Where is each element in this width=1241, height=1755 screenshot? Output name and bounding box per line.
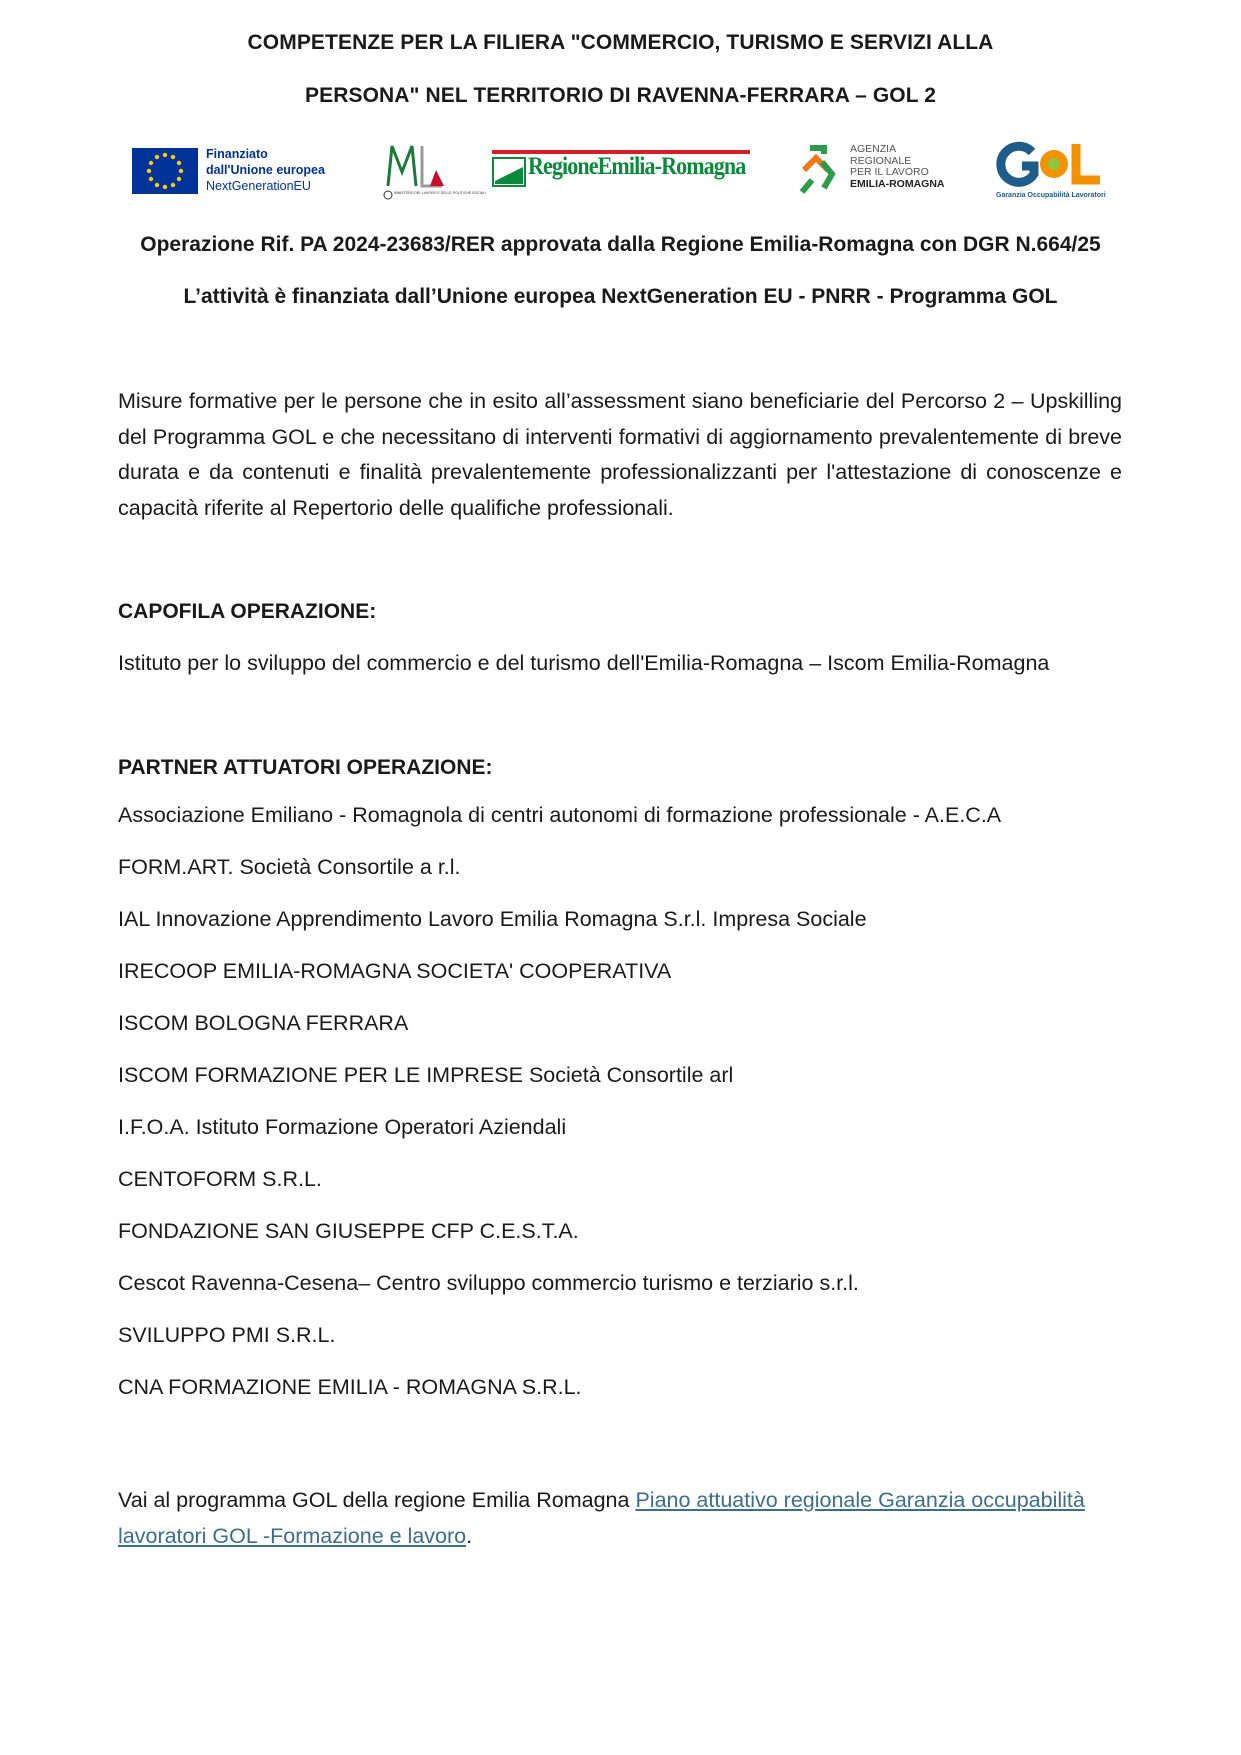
region-logo-text: RegioneEmilia-Romagna [528, 153, 746, 180]
partners-list [118, 802, 1001, 1426]
gol-logo [996, 140, 1106, 206]
agency-text-4: EMILIA-ROMAGNA [850, 177, 945, 190]
gol-caption: Garanzia Occupabilità Lavoratori [996, 192, 1106, 199]
partner-item: SVILUPPO PMI S.R.L. [118, 1323, 336, 1347]
partner-item: CNA FORMAZIONE EMILIA - ROMAGNA S.R.L. [118, 1375, 582, 1399]
lead-organization: Istituto per lo sviluppo del commercio e del turismo dell'Emilia-Romagna – Iscom Emilia-Romagna [118, 651, 1050, 675]
gol-program-link[interactable]: Piano attuativo regionale Garanzia occupabilità lavoratori GOL -Formazione e lavoro [118, 1488, 1085, 1548]
footer-prefix: Vai al programma GOL della regione Emilia Romagna [118, 1488, 636, 1512]
partner-item: ISCOM FORMAZIONE PER LE IMPRESE Società Consortile arl [118, 1063, 734, 1087]
partners-heading: PARTNER ATTUATORI OPERAZIONE: [118, 756, 493, 779]
partner-item: Cescot Ravenna-Cesena– Centro sviluppo commercio turismo e terziario s.r.l. [118, 1271, 859, 1295]
partner-item: IAL Innovazione Apprendimento Lavoro Emilia Romagna S.r.l. Impresa Sociale [118, 907, 867, 931]
region-emblem-icon [492, 157, 526, 189]
eu-logo-text-3: NextGenerationEU [206, 179, 311, 193]
document-title-line-2: PERSONA" NEL TERRITORIO DI RAVENNA-FERRARA – GOL 2 [304, 84, 937, 107]
agency-text-3: PER IL LAVORO [850, 166, 929, 178]
footer-suffix: . [466, 1524, 473, 1548]
operation-reference: Operazione Rif. PA 2024-23683/RER approvata dalla Regione Emilia-Romagna con DGR N.664/25 [140, 233, 1101, 256]
eu-funding-logo [130, 140, 340, 206]
region-logo [492, 140, 752, 206]
ministry-logo [378, 140, 486, 206]
partner-item: CENTOFORM S.R.L. [118, 1167, 322, 1191]
eu-logo-text-2: dall'Unione europea [206, 163, 325, 177]
gol-mark-icon [996, 140, 1106, 190]
document-title-line-1: COMPETENZE PER LA FILIERA "COMMERCIO, TURISMO E SERVIZI ALLA [247, 31, 994, 54]
partner-item: I.F.O.A. Istituto Formazione Operatori Aziendali [118, 1115, 567, 1139]
lead-heading: CAPOFILA OPERAZIONE: [118, 600, 377, 623]
ministry-logo-text: MINISTERO DEL LAVORO E DELLE POLITICHE SOCIALI [394, 191, 486, 195]
agency-runner-icon [798, 140, 848, 200]
partner-item: IRECOOP EMILIA-ROMAGNA SOCIETA' COOPERATIVA [118, 959, 672, 983]
partner-item: ISCOM BOLOGNA FERRARA [118, 1011, 409, 1035]
eu-logo-text-1: Finanziato [206, 147, 268, 161]
description-paragraph: Misure formative per le persone che in esito all’assessment siano beneficiarie del Percorso 2 – Upskilling del Programma GOL e che necessitano di interventi formativi di aggiornamento prevalentemente di breve durata e da contenuti e finalità prevalentemente professionalizzanti per l'attestazione di conoscenze e capacità riferite al Repertorio delle qualifiche professionali. [118, 389, 1122, 520]
partner-item: FORM.ART. Società Consortile a r.l. [118, 855, 461, 879]
ministry-ml-icon [378, 140, 486, 206]
partner-item: Associazione Emiliano - Romagnola di centri autonomi di formazione professionale - A.E.C.A [118, 803, 1002, 827]
funding-statement: L’attività è finanziata dall’Unione europea NextGeneration EU - PNRR - Programma GOL [183, 285, 1058, 308]
agency-logo [798, 140, 958, 206]
agency-text-1: AGENZIA [850, 143, 897, 155]
footer-paragraph [118, 1482, 1118, 1554]
partner-item: FONDAZIONE SAN GIUSEPPE CFP C.E.S.T.A. [118, 1219, 579, 1243]
agency-text-2: REGIONALE [850, 154, 912, 167]
logo-strip [130, 140, 1110, 206]
